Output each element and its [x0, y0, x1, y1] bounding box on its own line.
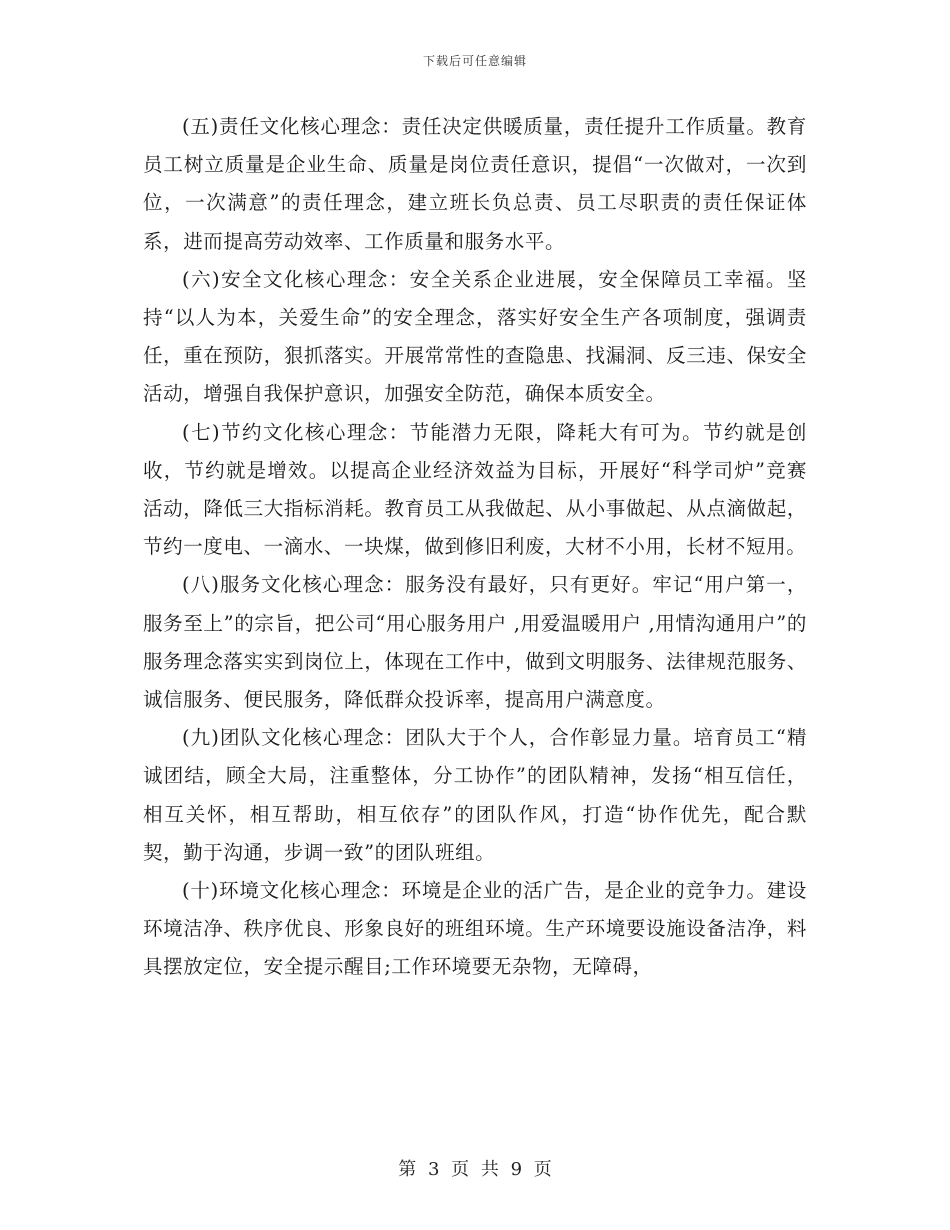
paragraph-service: (八)服务文化核心理念：服务没有最好，只有更好。牢记“用户第一，服务至上”的宗旨，把公司“用心服务用户 ,用爱温暖用户 ,用情沟通用户”的服务理念落实实到岗位上，体现在工作中，做到文明服务、法律规范服务、诚信服务、便民服务，降低群众投诉率，提高用户满意度。	[143, 573, 807, 712]
paragraph-saving: (七)节约文化核心理念：节能潜力无限，降耗大有可为。节约就是创收，节约就是增效。以提高企业经济效益为目标，开展好“科学司炉”竞赛活动，降低三大指标消耗。教育员工从我做起、从小事做起、从点滴做起，节约一度电、一滴水、一块煤，做到修旧利废，大材不小用，长材不短用。	[143, 420, 807, 559]
page-number-footer: 第 3 页 共 9 页	[398, 1159, 552, 1180]
paragraph-environment: (十)环境文化核心理念：环境是企业的活广告，是企业的竞争力。建设环境洁净、秩序优良、形象良好的班组环境。生产环境要设施设备洁净，料具摆放定位，安全提示醒目;工作环境要无杂物，无障碍，	[143, 879, 807, 979]
paragraph-safety: (六)安全文化核心理念：安全关系企业进展，安全保障员工幸福。坚持“以人为本，关爱生命”的安全理念，落实好安全生产各项制度，强调责任，重在预防，狠抓落实。开展常常性的查隐患、找漏洞、反三违、保安全活动，增强自我保护意识，加强安全防范，确保本质安全。	[143, 267, 807, 406]
document-body	[143, 108, 807, 987]
paragraph-responsibility: (五)责任文化核心理念：责任决定供暖质量，责任提升工作质量。教育员工树立质量是企业生命、质量是岗位责任意识，提倡“一次做对，一次到位，一次满意”的责任理念，建立班长负总责、员工尽职责的责任保证体系，进而提高劳动效率、工作质量和服务水平。	[143, 115, 807, 253]
paragraph-teamwork: (九)团队文化核心理念：团队大于个人，合作彰显力量。培育员工“精诚团结，顾全大局，注重整体，分工协作”的团队精神，发扬“相互信任，相互关怀，相互帮助，相互依存”的团队作风，打造“协作优先，配合默契，勤于沟通，步调一致”的团队班组。	[143, 726, 807, 864]
page-header: 下载后可任意编辑	[422, 54, 527, 68]
